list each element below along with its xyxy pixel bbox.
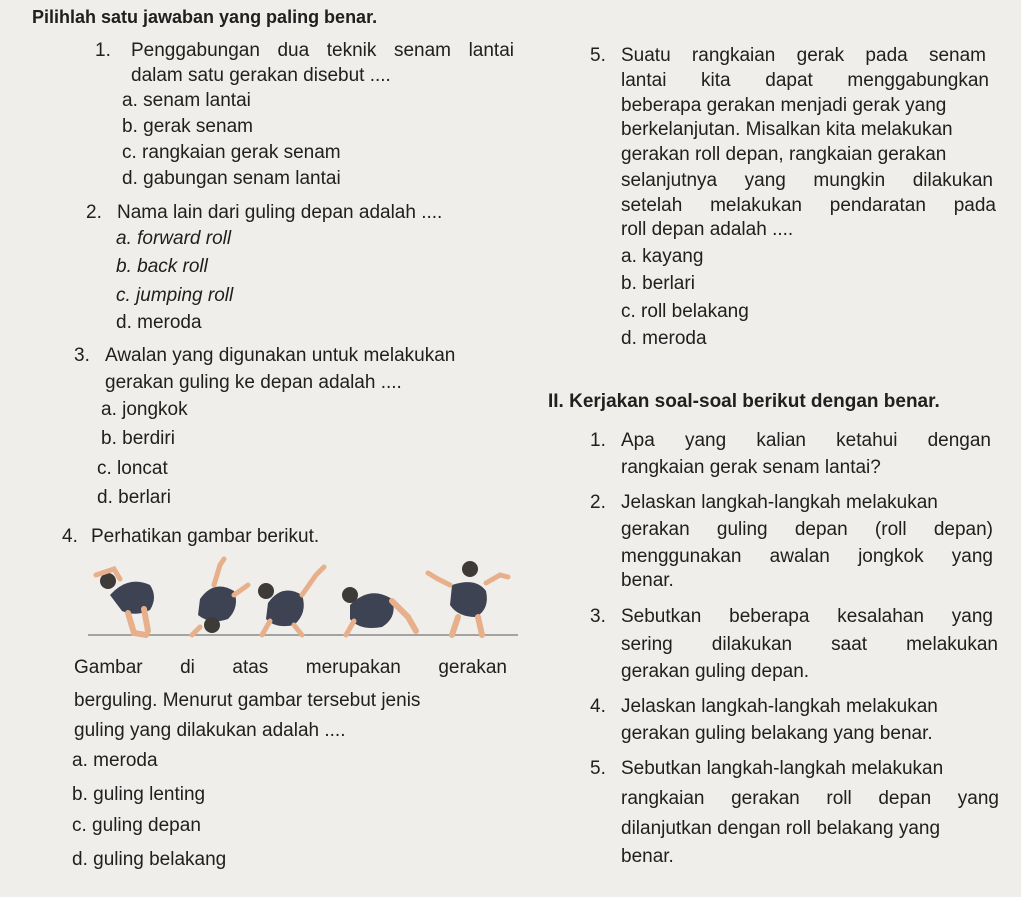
- essay5-number: 5.: [590, 758, 606, 779]
- q4-text-line2: berguling. Menurut gambar tersebut jenis: [74, 690, 421, 711]
- q2-option-c: c. jumping roll: [116, 285, 234, 306]
- essay2-line1: Jelaskan langkah-langkah melakukan: [621, 492, 938, 513]
- section2-header: II. Kerjakan soal-soal berikut dengan benar.: [548, 391, 940, 412]
- q1-option-a: a. senam lantai: [122, 90, 251, 111]
- q5-option-d: d. meroda: [621, 328, 707, 349]
- essay1-line2: rangkaian gerak senam lantai?: [621, 457, 881, 478]
- q3-stem-line2: gerakan guling ke depan adalah ....: [105, 372, 402, 393]
- essay3-number: 3.: [590, 606, 606, 627]
- q1-option-b: b. gerak senam: [122, 116, 253, 137]
- essay5-line3: dilanjutkan dengan roll belakang yang: [621, 818, 941, 839]
- q2-option-b: b. back roll: [116, 256, 208, 277]
- q1-number: 1.: [95, 40, 111, 61]
- essay4-line1: Jelaskan langkah-langkah melakukan: [621, 696, 938, 717]
- q3-stem-line1: Awalan yang digunakan untuk melakukan: [105, 345, 456, 366]
- essay2-line4: benar.: [621, 570, 674, 591]
- q4-option-c: c. guling depan: [72, 815, 201, 836]
- essay3-line1: Sebutkan beberapa kesalahan yang: [621, 606, 993, 627]
- essay2-line3: menggunakan awalan jongkok yang: [621, 546, 993, 567]
- q3-option-d: d. berlari: [97, 487, 171, 508]
- essay2-number: 2.: [590, 492, 606, 513]
- q2-option-a: a. forward roll: [116, 228, 232, 249]
- q2-number: 2.: [86, 202, 102, 223]
- essay5-line1: Sebutkan langkah-langkah melakukan: [621, 758, 944, 779]
- q5-line1: Suatu rangkaian gerak pada senam: [621, 45, 986, 66]
- q3-option-b: b. berdiri: [101, 428, 175, 449]
- q2-option-d: d. meroda: [116, 312, 202, 333]
- essay3-line3: gerakan guling depan.: [621, 661, 810, 682]
- q5-line6: selanjutnya yang mungkin dilakukan: [621, 170, 993, 191]
- gymnast-figure-2: [192, 559, 248, 635]
- section1-header: Pilihlah satu jawaban yang paling benar.: [32, 7, 378, 27]
- essay1-line1: Apa yang kalian ketahui dengan: [621, 430, 991, 451]
- essay5-line2: rangkaian gerakan roll depan yang: [621, 788, 999, 809]
- q5-number: 5.: [590, 45, 606, 66]
- q5-line3: beberapa gerakan menjadi gerak yang: [621, 95, 947, 116]
- q5-option-c: c. roll belakang: [621, 301, 749, 322]
- q3-number: 3.: [74, 345, 90, 366]
- q3-option-c: c. loncat: [97, 458, 168, 479]
- q5-line8: roll depan adalah ....: [621, 219, 794, 240]
- q4-text-line3: guling yang dilakukan adalah ....: [74, 720, 346, 741]
- q1-option-d: d. gabungan senam lantai: [122, 168, 341, 189]
- q5-option-b: b. berlari: [621, 273, 695, 294]
- gymnast-figure-1: [96, 569, 154, 635]
- essay1-number: 1.: [590, 430, 606, 451]
- q5-line4: berkelanjutan. Misalkan kita melakukan: [621, 119, 953, 140]
- q4-option-a: a. meroda: [72, 750, 158, 771]
- q5-line2: lantai kita dapat menggabungkan: [621, 70, 989, 91]
- q5-line5: gerakan roll depan, rangkaian gerakan: [621, 144, 947, 165]
- essay3-line2: sering dilakukan saat melakukan: [621, 634, 998, 655]
- q1-stem-line2: dalam satu gerakan disebut ....: [131, 65, 391, 86]
- rolling-sequence-figure: [88, 555, 518, 645]
- q2-stem: Nama lain dari guling depan adalah ....: [117, 202, 443, 223]
- essay2-line2: gerakan guling depan (roll depan): [621, 519, 993, 540]
- essay4-number: 4.: [590, 696, 606, 717]
- gymnast-figure-4: [342, 587, 416, 635]
- q4-stem: Perhatikan gambar berikut.: [91, 526, 320, 547]
- q4-text-line1: Gambar di atas merupakan gerakan: [74, 657, 507, 678]
- q1-stem-line1: Penggabungan dua teknik senam lantai: [131, 40, 514, 61]
- gymnast-figure-3: [258, 567, 324, 635]
- q4-number: 4.: [62, 526, 78, 547]
- q1-option-c: c. rangkaian gerak senam: [122, 142, 341, 163]
- q5-line7: setelah melakukan pendaratan pada: [621, 195, 996, 216]
- q4-option-b: b. guling lenting: [72, 784, 206, 805]
- essay4-line2: gerakan guling belakang yang benar.: [621, 723, 933, 744]
- essay5-line4: benar.: [621, 846, 674, 867]
- q3-option-a: a. jongkok: [101, 399, 188, 420]
- q5-option-a: a. kayang: [621, 246, 704, 267]
- q4-option-d: d. guling belakang: [72, 849, 227, 870]
- gymnast-figure-5: [428, 561, 508, 635]
